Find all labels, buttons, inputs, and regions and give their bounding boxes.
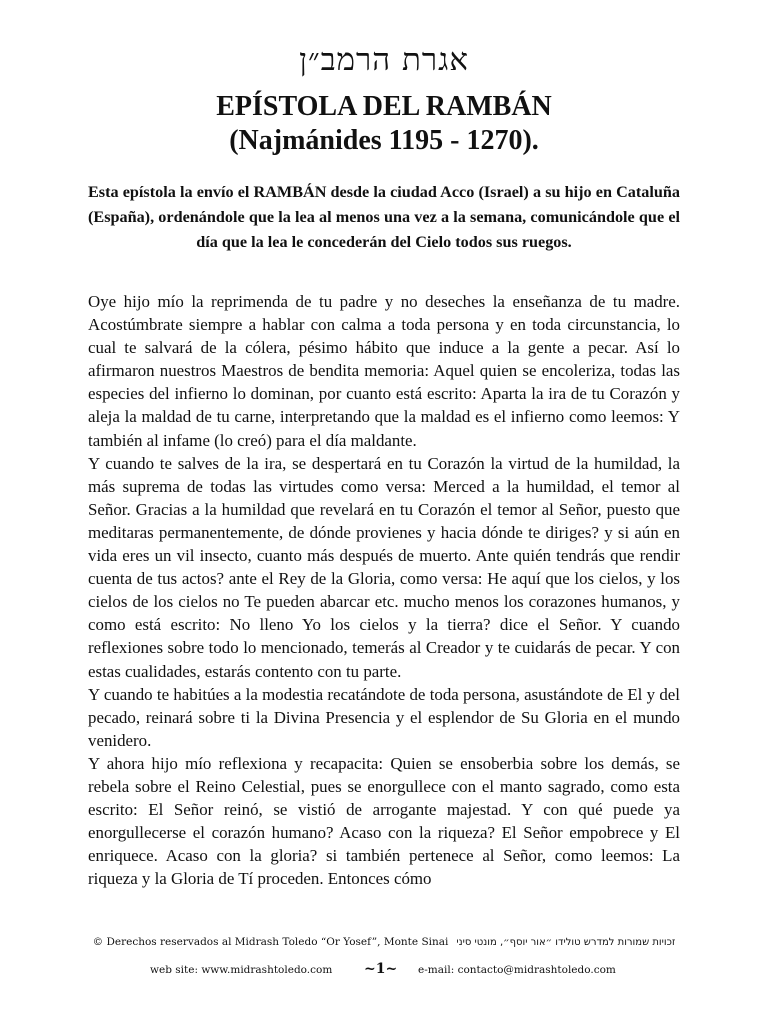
copyright-line [0, 932, 768, 953]
copyright-text: © Derechos reservados al Midrash Toledo “Or Yosef”, Monte Sinai [92, 936, 449, 948]
title-line-1: EPÍSTOLA DEL RAMBÁN [216, 91, 552, 122]
paragraph-3: Y cuando te habitúes a la modestia recatándote de toda persona, asustándote de El y del pecado, reinará sobre ti la Divina Presencia y el esplendor de Su Gloria en el mundo venidero. [88, 684, 680, 750]
paragraph-4: Y ahora hijo mío reflexiona y recapacita: Quien se ensoberbia sobre los demás, se rebela sobre el Reino Celestial, pues se enorgullece con el manto sagrado, como esta escrito: El Señor reinó, se vistió de arrogante majestad. Y con qué puede ya enorgullecerse el corazón humano? Acaso con la riqueza? El Señor empobrece y El enriquece. Acaso con la gloria? si también pertenece al Señor, como leemos: La riqueza y la Gloria de Tí proceden. Entonces cómo [88, 753, 680, 889]
paragraph-2: Y cuando te salves de la ira, se despertará en tu Corazón la virtud de la humildad, la más suprema de todas las virtudes como versa: Merced a la humildad, el temor al Señor. Gracias a la humildad que revelará en tu Corazón el temor al Señor, puesto que meditaras permanentemente, de dónde provienes y hacia dónde te diriges? y si aún en vida eres un vil insecto, cuanto más después de muerto. Ante quién tendrás que rendir cuenta de tus actos? ante el Rey de la Gloria, como versa: He aquí que los cielos, y los cielos de los cielos no Te pueden abarcar etc. mucho menos los corazones humanos, y como está escrito: No lleno Yo los cielos y la tierra? dice el Señor. Y cuando reflexiones sobre todo lo mencionado, temerás al Creador y te cuidarás de pecar. Y con estas cualidades, estarás contento con tu parte. [88, 453, 680, 681]
paragraph-1: Oye hijo mío la reprimenda de tu padre y no deseches la enseñanza de tu madre. Acostúmbrate siempre a hablar con calma a toda persona y en toda circunstancia, lo cual te salvará de la cólera, pésimo hábito que induce a la gente a pecar. Así lo afirmaron nuestros Maestros de bendita memoria: Aquel quien se encoleriza, todas las especies del infierno lo dominan, por cuanto está escrito: Aparta la ira de tu Corazón y aleja la maldad de tu carne, interpretando que la maldad es el infierno como leemos: Y también al infame (lo creó) para el día maldante. [88, 292, 680, 450]
email-link[interactable]: e-mail: contacto@midrashtoledo.com [418, 964, 616, 976]
epistle-body [88, 290, 680, 890]
title-line-2: (Najmánides 1195 - 1270). [229, 125, 539, 156]
page-title [0, 90, 768, 158]
hebrew-title: אגרת הרמב״ן [299, 42, 469, 78]
page-number: ~1~ [364, 961, 398, 977]
intro-paragraph: Esta epístola la envío el RAMBÁN desde la ciudad Acco (Israel) a su hijo en Cataluña (España), ordenándole que la lea al menos una vez a la semana, comunicándole que el día que la lea le concederán del Cielo todos sus ruegos. [88, 183, 680, 251]
website-link[interactable]: web site: www.midrashtoledo.com [150, 964, 333, 976]
page-footer [0, 932, 768, 977]
contact-line [0, 960, 768, 980]
hebrew-credit: זכויות שמורות למדרש טולידו ״אור יוסף״, מונטי סיני [456, 937, 676, 948]
